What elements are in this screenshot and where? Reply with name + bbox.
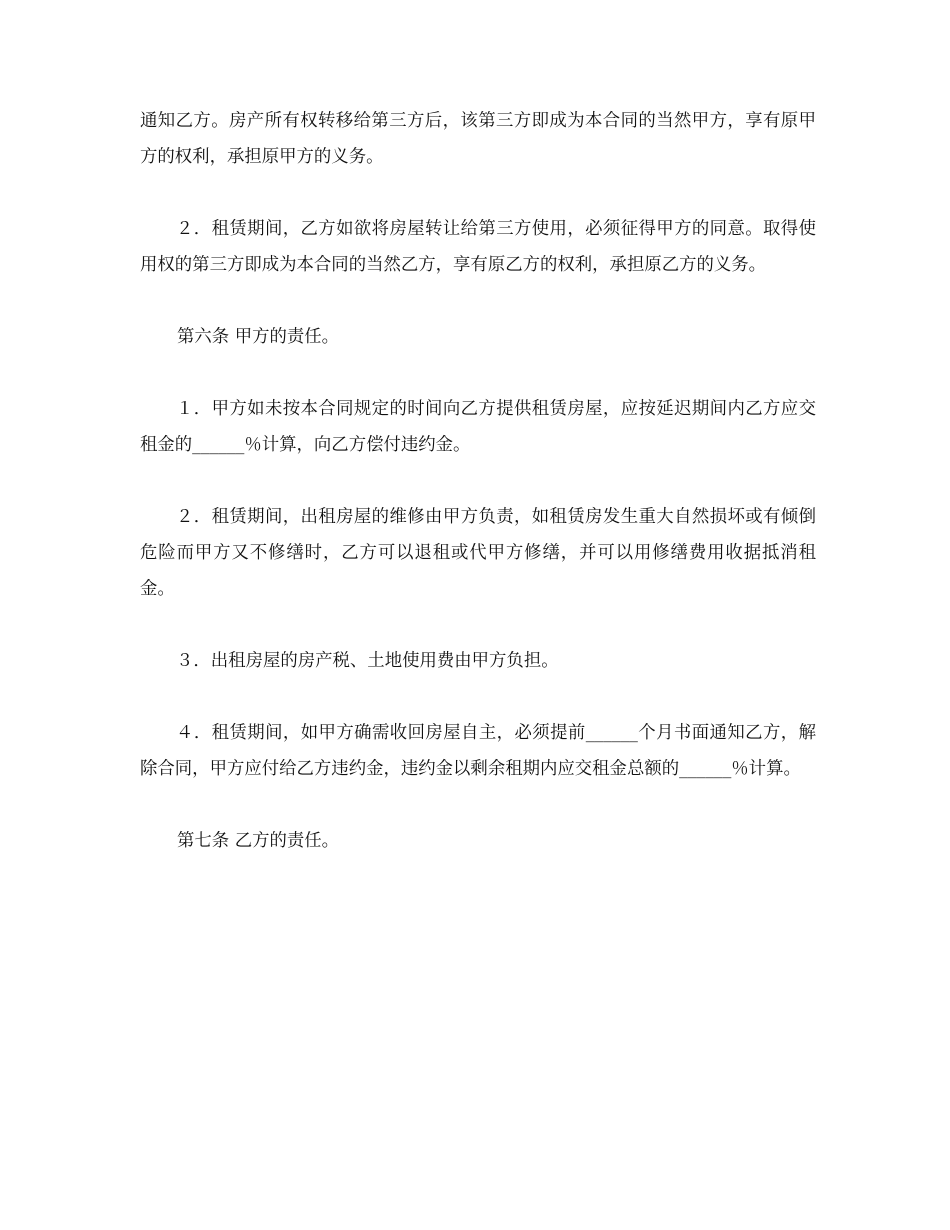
paragraph-clause-2-repair: ２．租赁期间，出租房屋的维修由甲方负责，如租赁房发生重大自然损坏或有倾倒危险而甲方又不修缮时，乙方可以退租或代甲方修缮，并可以用修缮费用收据抵消租金。 — [140, 507, 816, 599]
paragraph-continuation: 通知乙方。房产所有权转移给第三方后，该第三方即成为本合同的当然甲方，享有原甲方的权利，承担原甲方的义务。 — [140, 111, 816, 167]
paragraph-clause-1-late-delivery: １．甲方如未按本合同规定的时间向乙方提供租赁房屋，应按延迟期间内乙方应交租金的______％计算，向乙方偿付违约金。 — [140, 399, 816, 455]
document-body — [140, 103, 816, 895]
article-heading-7: 第七条 乙方的责任。 — [177, 831, 340, 851]
paragraph-clause-2-transfer: ２．租赁期间，乙方如欲将房屋转让给第三方使用，必须征得甲方的同意。取得使用权的第三方即成为本合同的当然乙方，享有原乙方的权利，承担原乙方的义务。 — [140, 219, 816, 275]
paragraph-clause-4-reclaim: ４．租赁期间，如甲方确需收回房屋自主，必须提前______个月书面通知乙方，解除合同，甲方应付给乙方违约金，违约金以剩余租期内应交租金总额的______％计算。 — [140, 723, 816, 779]
article-heading-6: 第六条 甲方的责任。 — [177, 327, 340, 347]
paragraph-clause-3-taxes: ３．出租房屋的房产税、土地使用费由甲方负担。 — [176, 651, 559, 671]
